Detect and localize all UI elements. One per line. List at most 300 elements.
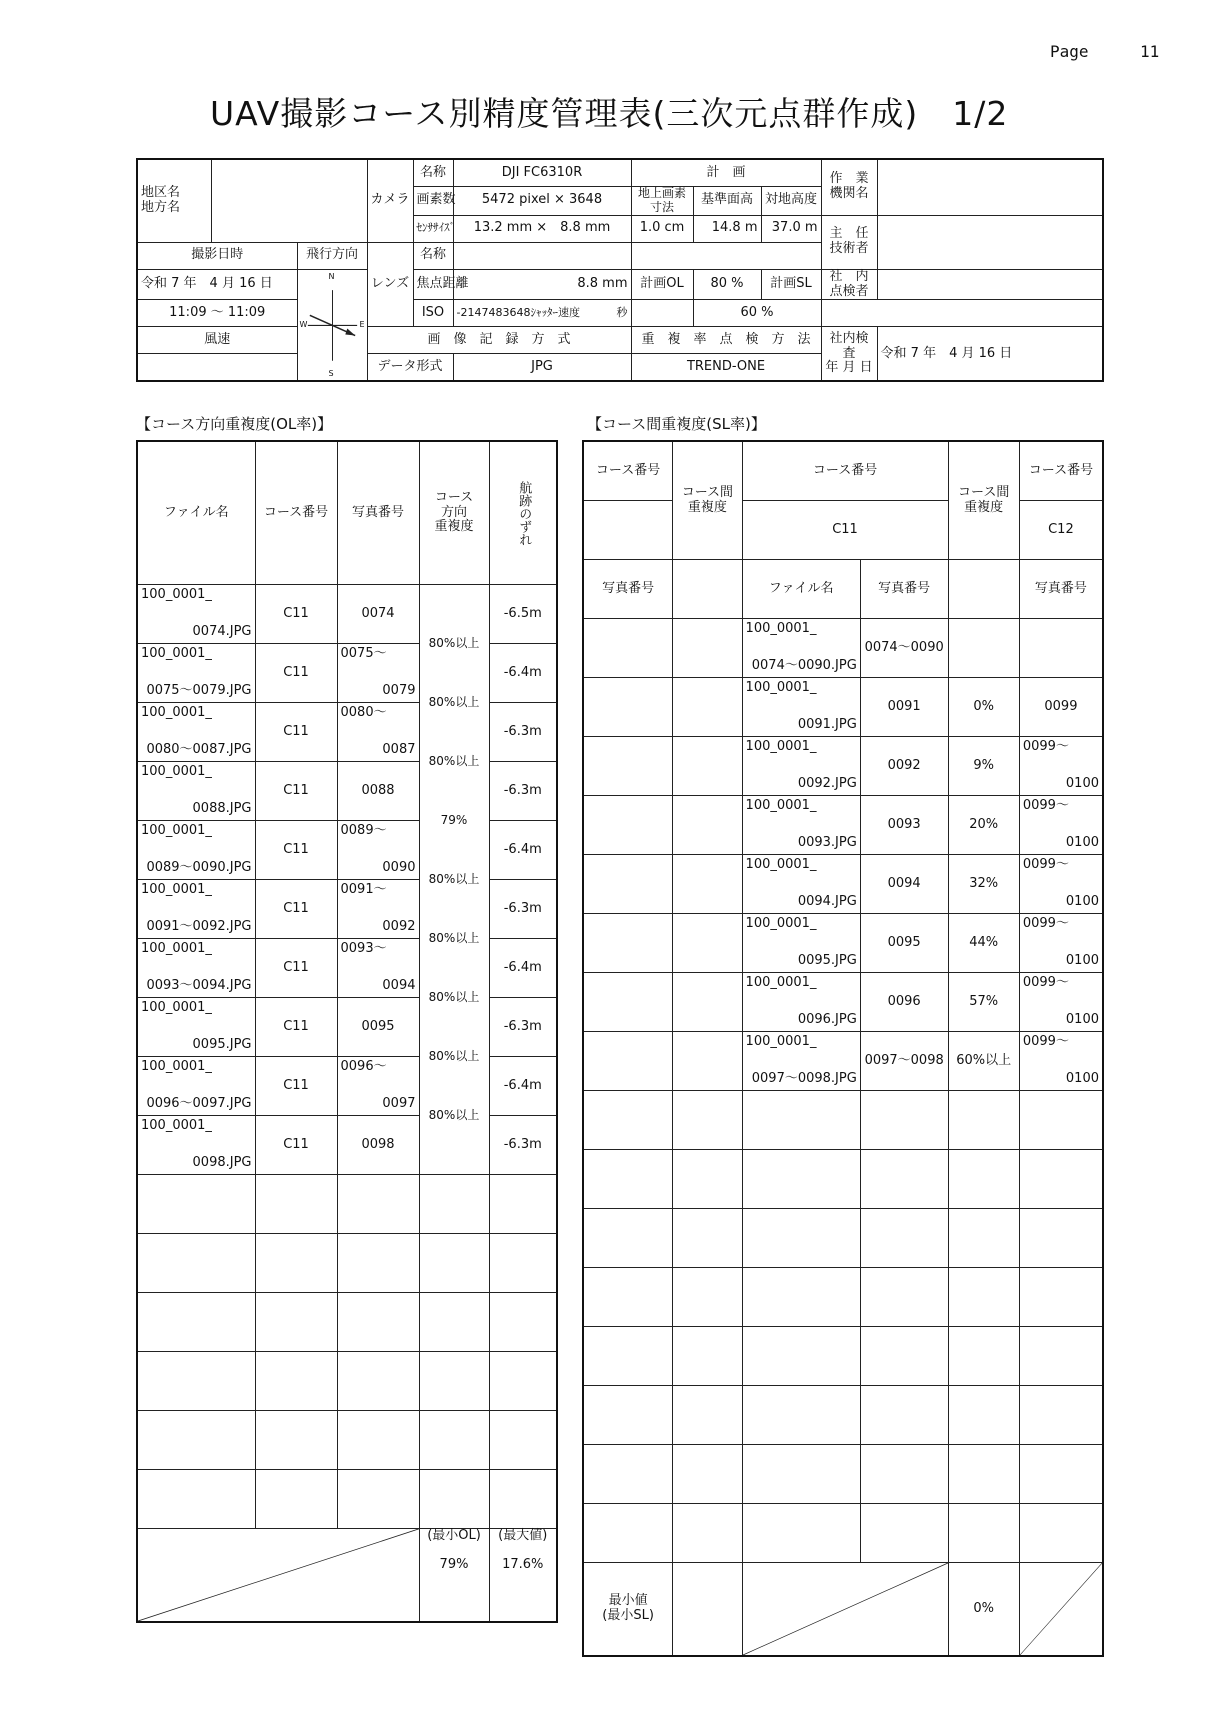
ol-photo <box>341 824 416 876</box>
sl-photo-no: 0097～0098 <box>860 1032 948 1091</box>
plan-sl-label: 計画SL <box>761 269 821 300</box>
ol-course: C11 <box>255 644 337 703</box>
ol-file-line2: 0093～0094.JPG <box>146 978 252 994</box>
ol-course <box>255 1411 337 1470</box>
sl-file <box>746 976 857 1028</box>
sl-photo <box>583 1386 673 1445</box>
sl-overlap <box>673 1209 742 1268</box>
sl-value: 0% <box>948 678 1019 737</box>
ol-photo-line1: 0075～ <box>340 646 387 661</box>
sl-file-cell <box>742 1150 860 1209</box>
ol-overlap-cell <box>419 1470 489 1529</box>
ol-photo-cell <box>337 939 419 998</box>
ol-drift: -6.4m <box>489 821 557 880</box>
sl-photo <box>583 737 673 796</box>
sl-photo-no: 0093 <box>860 796 948 855</box>
sl-file-cell <box>742 1032 860 1091</box>
sl-next-cell <box>1019 1032 1103 1091</box>
ol-drift: -6.3m <box>489 998 557 1057</box>
ol-photo-line2: 0094 <box>382 978 416 994</box>
ol-course <box>255 1175 337 1234</box>
sl-header-blank2 <box>673 560 742 619</box>
sl-overlap <box>673 1386 742 1445</box>
plan-sl-value: 60 % <box>693 300 821 327</box>
sl-next-cell <box>1019 737 1103 796</box>
sensor-label: ｾﾝｻｻｲｽﾞ <box>413 215 453 242</box>
table-row <box>583 1268 1103 1327</box>
ol-file-line1: 100_0001_ <box>141 587 212 602</box>
sl-file-cell <box>742 796 860 855</box>
ol-overlap-cell <box>419 1293 489 1352</box>
sl-photo-no: 0092 <box>860 737 948 796</box>
ol-course: C11 <box>255 1057 337 1116</box>
sl-next-cell <box>1019 914 1103 973</box>
ol-course: C11 <box>255 939 337 998</box>
table-row <box>137 703 557 762</box>
ol-overlap-cell <box>419 880 489 946</box>
sl-photo <box>583 1150 673 1209</box>
compass <box>297 269 367 381</box>
sl-file-cell <box>742 1268 860 1327</box>
overlap-check-label: 重 複 率 点 検 方 法 <box>631 327 821 354</box>
sl-next-line1: 0099～ <box>1022 1034 1069 1049</box>
ol-file-cell <box>137 939 255 998</box>
sl-header-blank <box>583 501 673 560</box>
max-label: (最大値) <box>498 1528 548 1543</box>
shutter-label: ｼｬｯﾀｰ速度 <box>530 306 580 320</box>
sl-photo-no <box>860 1327 948 1386</box>
sl-value <box>948 1091 1019 1150</box>
ol-course: C11 <box>255 1116 337 1175</box>
sl-photo-no <box>860 1386 948 1445</box>
sl-next-cell <box>1019 1327 1103 1386</box>
table-row <box>583 1327 1103 1386</box>
sl-photo-no <box>860 1209 948 1268</box>
ol-photo-cell <box>337 644 419 703</box>
ol-file <box>141 1060 252 1112</box>
ol-file-cell <box>137 762 255 821</box>
ol-photo-cell <box>337 1234 419 1293</box>
sl-next-line2: 0100 <box>1065 894 1099 910</box>
sl-file <box>746 917 857 969</box>
date-value: 令和 7 年 4 月 16 日 <box>137 269 297 300</box>
sl-file-cell <box>742 1504 860 1563</box>
ol-file <box>141 588 252 640</box>
table-row <box>137 644 557 703</box>
ol-photo <box>341 883 416 935</box>
compass-e: E <box>359 319 365 329</box>
ol-course <box>255 1352 337 1411</box>
sl-value <box>948 619 1019 678</box>
ol-footer-max <box>489 1529 557 1623</box>
data-format-value: JPG <box>453 354 631 382</box>
min-ol-value: 79% <box>439 1556 469 1572</box>
ol-photo-cell <box>337 1057 419 1116</box>
ol-photo <box>341 942 416 994</box>
sl-header-photo: 写真番号 <box>583 560 673 619</box>
gsd-label: 地上画素寸法 <box>631 187 693 216</box>
area-value <box>211 159 367 242</box>
ol-course: C11 <box>255 762 337 821</box>
table-row <box>583 855 1103 914</box>
sl-value: 44% <box>948 914 1019 973</box>
ol-overlap-cell <box>419 1352 489 1411</box>
iso-value: -2147483648 <box>456 306 531 320</box>
ol-course <box>255 1234 337 1293</box>
sl-next <box>1023 917 1099 969</box>
ol-file-cell <box>137 1057 255 1116</box>
table-row <box>137 585 557 644</box>
page-label: Page <box>1050 42 1089 61</box>
compass-n: N <box>328 271 335 281</box>
ol-overlap-cell <box>419 1175 489 1234</box>
lens-label: レンズ <box>367 242 413 327</box>
ol-file-line2: 0088.JPG <box>192 801 252 817</box>
sl-overlap <box>673 855 742 914</box>
shutter-unit: 秒 <box>616 306 628 320</box>
ol-drift: -6.3m <box>489 703 557 762</box>
inspector-blank <box>821 300 1103 327</box>
ol-overlap-cell <box>419 998 489 1064</box>
sl-next <box>1023 1035 1099 1087</box>
camera-name-label: 名称 <box>413 159 453 187</box>
sl-next-line2: 0100 <box>1065 1071 1099 1087</box>
ol-file-line2: 0096～0097.JPG <box>146 1096 252 1112</box>
plan-ol-label: 計画OL <box>631 269 693 300</box>
sl-overlap <box>673 1445 742 1504</box>
sl-header-course-no: コース番号 <box>583 441 673 501</box>
table-row <box>583 1386 1103 1445</box>
ol-photo <box>341 1060 416 1112</box>
table-row <box>583 619 1103 678</box>
sl-overlap <box>673 973 742 1032</box>
sl-file <box>746 1035 857 1087</box>
compass-s: S <box>328 369 334 379</box>
ol-drift: -6.4m <box>489 1057 557 1116</box>
ol-drift: -6.3m <box>489 1116 557 1175</box>
sl-file-cell <box>742 1091 860 1150</box>
ol-header-course: コース番号 <box>255 441 337 585</box>
page-number: 11 <box>1140 42 1160 61</box>
ol-file <box>141 1119 252 1171</box>
sl-photo-no: 0094 <box>860 855 948 914</box>
sl-file-cell <box>742 737 860 796</box>
ol-overlap-value: 80%以上 <box>420 932 489 946</box>
ol-drift: -6.3m <box>489 762 557 821</box>
sl-value <box>948 1327 1019 1386</box>
focal-label: 焦点距離 <box>413 269 453 300</box>
sl-file-cell <box>742 1445 860 1504</box>
camera-name: DJI FC6310R <box>453 159 631 187</box>
ol-photo-line1: 0096～ <box>340 1059 387 1074</box>
sl-next-single: 0099 <box>1044 698 1078 714</box>
sl-file-cell <box>742 1327 860 1386</box>
ol-photo-cell <box>337 1116 419 1175</box>
ol-drift <box>489 1293 557 1352</box>
sl-photo-no: 0095 <box>860 914 948 973</box>
sl-overlap <box>673 914 742 973</box>
time-value: 11:09 ～ 11:09 <box>137 300 297 327</box>
ol-drift <box>489 1234 557 1293</box>
table-row <box>583 1445 1103 1504</box>
agl-value: 37.0 m <box>761 215 821 242</box>
ol-overlap-value: 80%以上 <box>420 991 489 1005</box>
ol-file-line1: 100_0001_ <box>141 1059 212 1074</box>
sl-course-a: C11 <box>742 501 948 560</box>
sl-footer-min-value: 0% <box>948 1563 1019 1657</box>
sl-file-cell <box>742 619 860 678</box>
ol-table <box>136 440 558 1623</box>
ol-photo-cell <box>337 1293 419 1352</box>
ol-course <box>255 1470 337 1529</box>
ol-header-file: ファイル名 <box>137 441 255 585</box>
inspector-label: 社 内 点検者 <box>821 269 877 300</box>
ol-file-line2: 0074.JPG <box>192 624 252 640</box>
sl-file-line1: 100_0001_ <box>745 1034 817 1049</box>
sl-value <box>948 1268 1019 1327</box>
ol-photo-cell <box>337 762 419 821</box>
sl-overlap <box>673 1091 742 1150</box>
ol-photo-single: 0098 <box>361 1136 395 1152</box>
ol-photo-line2: 0097 <box>382 1096 416 1112</box>
table-row <box>137 1234 557 1293</box>
ol-photo-cell <box>337 1175 419 1234</box>
sl-file <box>746 681 857 733</box>
sl-file-line1: 100_0001_ <box>745 798 817 813</box>
sl-next-line2: 0100 <box>1065 835 1099 851</box>
sl-file-cell <box>742 914 860 973</box>
ol-file-line1: 100_0001_ <box>141 646 212 661</box>
sl-next <box>1023 976 1099 1028</box>
sl-photo <box>583 1268 673 1327</box>
sl-next-cell <box>1019 1386 1103 1445</box>
sl-overlap <box>673 619 742 678</box>
ol-file-cell <box>137 1411 255 1470</box>
ol-photo-line2: 0087 <box>382 742 416 758</box>
sl-file-cell <box>742 678 860 737</box>
ol-course: C11 <box>255 585 337 644</box>
direction-label: 飛行方向 <box>297 242 367 269</box>
sl-photo-no <box>860 1268 948 1327</box>
sl-header-file: ファイル名 <box>742 560 860 619</box>
header-table <box>136 158 1104 382</box>
sl-next-line2: 0100 <box>1065 1012 1099 1028</box>
sl-next-line1: 0099～ <box>1022 916 1069 931</box>
sl-photo-no <box>860 1504 948 1563</box>
ol-course: C11 <box>255 880 337 939</box>
record-label: 画 像 記 録 方 式 <box>367 327 631 354</box>
check-method-value: TREND-ONE <box>631 354 821 382</box>
sl-file <box>746 740 857 792</box>
ol-overlap-value: 80%以上 <box>420 1109 489 1123</box>
area-label: 地区名 地方名 <box>137 159 211 242</box>
table-row <box>583 1150 1103 1209</box>
ol-photo <box>341 706 416 758</box>
data-format-label: データ形式 <box>367 354 453 382</box>
ol-photo-cell <box>337 1411 419 1470</box>
diag-line <box>743 1563 948 1655</box>
ol-file-line1: 100_0001_ <box>141 705 212 720</box>
max-value: 17.6% <box>502 1556 544 1572</box>
sl-file-cell <box>742 855 860 914</box>
org-value <box>877 159 1103 215</box>
ol-file-cell <box>137 1175 255 1234</box>
min-ol-label: (最小OL) <box>427 1528 481 1543</box>
ol-photo-line2: 0092 <box>382 919 416 935</box>
sl-photo-no: 0091 <box>860 678 948 737</box>
inspect-date-value: 令和 7 年 4 月 16 日 <box>877 327 1103 382</box>
ol-file-line2: 0080～0087.JPG <box>146 742 252 758</box>
sl-next-line2: 0100 <box>1065 776 1099 792</box>
ol-overlap-cell <box>419 1057 489 1123</box>
sl-file-line2: 0093.JPG <box>797 835 857 851</box>
sl-photo-no <box>860 1091 948 1150</box>
ol-drift <box>489 1411 557 1470</box>
sl-value <box>948 1150 1019 1209</box>
ol-file-cell <box>137 1352 255 1411</box>
camera-label: カメラ <box>367 159 413 242</box>
ol-file <box>141 1001 252 1053</box>
table-row <box>583 1091 1103 1150</box>
focal-value: 8.8 mm <box>453 269 631 300</box>
sl-course-b: C12 <box>1019 501 1103 560</box>
diag-line <box>138 1529 419 1621</box>
sl-file-line2: 0091.JPG <box>797 717 857 733</box>
sl-section-title: 【コース間重複度(SL率)】 <box>587 415 766 433</box>
sl-file-line1: 100_0001_ <box>745 739 817 754</box>
ol-photo <box>341 647 416 699</box>
sl-next <box>1023 740 1099 792</box>
sl-overlap <box>673 1327 742 1386</box>
sl-value: 20% <box>948 796 1019 855</box>
ol-photo-line1: 0089～ <box>340 823 387 838</box>
table-row <box>137 998 557 1057</box>
ol-drift <box>489 1352 557 1411</box>
sl-footer-min-label: 最小値 (最小SL) <box>583 1563 673 1657</box>
ol-file-cell <box>137 821 255 880</box>
ol-drift: -6.5m <box>489 585 557 644</box>
table-row <box>137 1116 557 1175</box>
table-row <box>583 914 1103 973</box>
sl-header-sl2: コース間 重複度 <box>948 441 1019 560</box>
sl-next-line1: 0099～ <box>1022 857 1069 872</box>
sl-next-cell <box>1019 1150 1103 1209</box>
org-label: 作 業 機関名 <box>821 159 877 215</box>
table-row <box>137 1470 557 1529</box>
ol-file <box>141 647 252 699</box>
sl-photo-no <box>860 1445 948 1504</box>
ol-file-cell <box>137 998 255 1057</box>
sl-next-cell <box>1019 1091 1103 1150</box>
ol-overlap-value: 80%以上 <box>420 1050 489 1064</box>
ol-header-photo: 写真番号 <box>337 441 419 585</box>
ol-overlap-value: 80%以上 <box>420 637 489 651</box>
sl-file-cell <box>742 1386 860 1445</box>
sl-photo <box>583 1209 673 1268</box>
ol-overlap-cell <box>419 821 489 887</box>
ol-course: C11 <box>255 821 337 880</box>
ol-photo-cell <box>337 703 419 762</box>
table-row <box>137 1293 557 1352</box>
sl-next-cell <box>1019 855 1103 914</box>
sl-value <box>948 1504 1019 1563</box>
ol-overlap-cell <box>419 1234 489 1293</box>
chief-value <box>877 215 1103 269</box>
ol-photo-cell <box>337 880 419 939</box>
ol-overlap-cell <box>419 762 489 828</box>
diag-line <box>1020 1563 1102 1655</box>
ol-photo-line1: 0091～ <box>340 882 387 897</box>
ol-file-line1: 100_0001_ <box>141 882 212 897</box>
ol-overlap-cell <box>419 1411 489 1470</box>
sl-footer-diag2 <box>1019 1563 1103 1657</box>
sl-overlap <box>673 678 742 737</box>
pixels-value: 5472 pixel × 3648 <box>453 187 631 216</box>
ol-drift <box>489 1470 557 1529</box>
sl-value: 57% <box>948 973 1019 1032</box>
pixels-label: 画素数 <box>413 187 453 216</box>
sl-next-line1: 0099～ <box>1022 739 1069 754</box>
ol-overlap-cell <box>419 1116 489 1175</box>
ol-photo-line1: 0093～ <box>340 941 387 956</box>
ol-file-line1: 100_0001_ <box>141 823 212 838</box>
ol-course <box>255 1293 337 1352</box>
sl-file <box>746 858 857 910</box>
ol-photo-cell <box>337 1352 419 1411</box>
ol-file-cell <box>137 1470 255 1529</box>
sl-next-line2: 0100 <box>1065 953 1099 969</box>
table-row <box>583 796 1103 855</box>
ol-header-drift <box>489 441 557 585</box>
sl-next <box>1023 799 1099 851</box>
sl-file-line2: 0096.JPG <box>797 1012 857 1028</box>
sl-overlap <box>673 1268 742 1327</box>
ol-overlap-value: 79% <box>420 814 489 828</box>
ol-file-line2: 0098.JPG <box>192 1155 252 1171</box>
plan-blank <box>631 242 821 269</box>
iso-label: ISO <box>413 300 453 327</box>
ol-file <box>141 883 252 935</box>
sl-photo <box>583 1032 673 1091</box>
sl-footer-blank <box>673 1563 742 1657</box>
compass-w: W <box>299 319 308 329</box>
ol-footer-min <box>419 1529 489 1623</box>
table-row <box>137 1352 557 1411</box>
ol-photo-single: 0088 <box>361 782 395 798</box>
ol-file-line2: 0075～0079.JPG <box>146 683 252 699</box>
sl-file-line2: 0097～0098.JPG <box>751 1071 857 1087</box>
sl-photo-no <box>860 1150 948 1209</box>
ol-overlap-value: 80%以上 <box>420 696 489 710</box>
sl-photo-no: 0074～0090 <box>860 619 948 678</box>
sl-value <box>948 1386 1019 1445</box>
sl-photo-no: 0096 <box>860 973 948 1032</box>
ol-drift: -6.3m <box>489 880 557 939</box>
table-row <box>583 737 1103 796</box>
sl-header-course-no3: コース番号 <box>1019 441 1103 501</box>
table-row <box>583 1209 1103 1268</box>
sl-value: 32% <box>948 855 1019 914</box>
sl-file-line2: 0095.JPG <box>797 953 857 969</box>
ol-overlap-cell <box>419 585 489 651</box>
sl-photo <box>583 796 673 855</box>
table-row <box>137 762 557 821</box>
ol-file <box>141 706 252 758</box>
table-row <box>583 678 1103 737</box>
inspector-value <box>877 269 1103 300</box>
ol-file-cell <box>137 585 255 644</box>
ol-photo-single: 0074 <box>361 605 395 621</box>
